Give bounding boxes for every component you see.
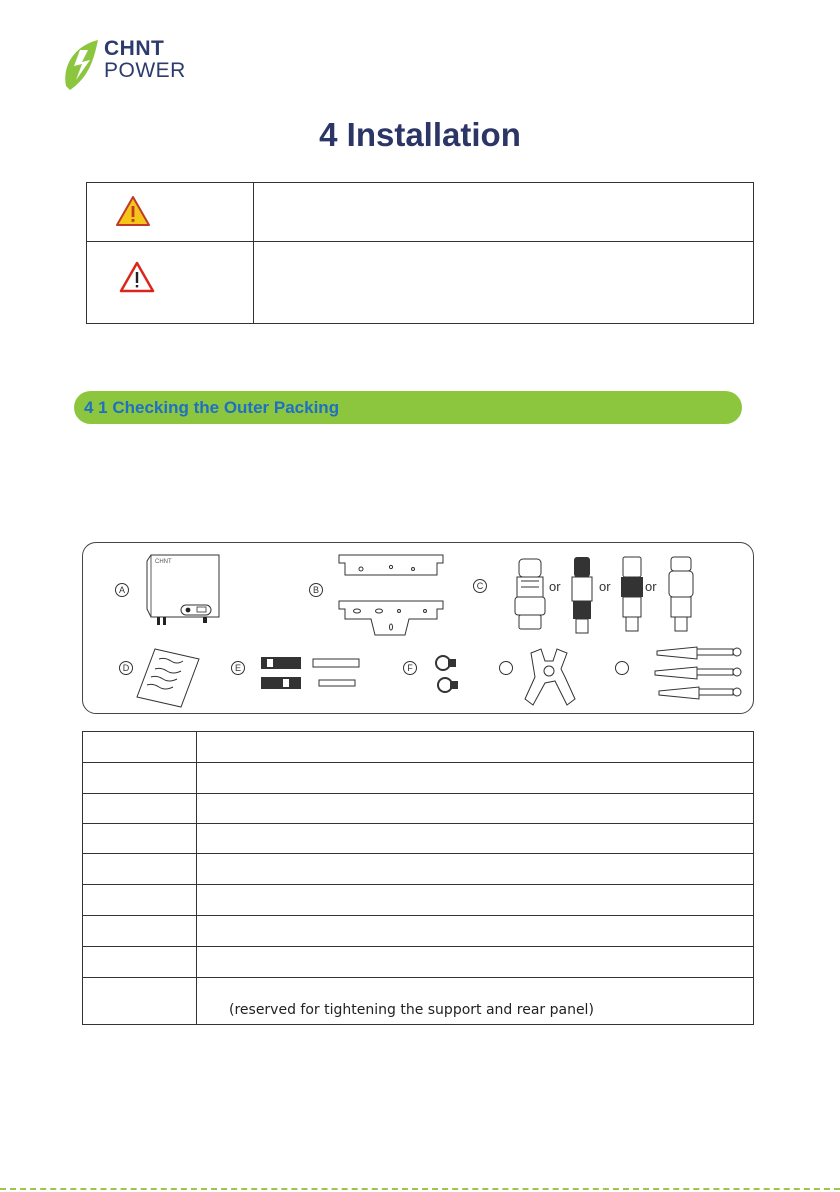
part-label-b: B: [309, 583, 323, 597]
ac-connector-option-2-icon: [567, 555, 597, 635]
or-text-3: or: [645, 579, 657, 594]
packing-contents-figure: [82, 542, 754, 714]
part-label-h: [615, 661, 629, 675]
table-row-divider: [83, 946, 753, 947]
dc-connector-icon: [257, 653, 367, 693]
logo-line1: CHNT: [104, 37, 165, 60]
warning-table-divider: [253, 183, 254, 323]
ac-connector-option-3-icon: [617, 555, 647, 635]
ac-connector-option-4-icon: [665, 555, 697, 635]
or-text-1: or: [549, 579, 561, 594]
parts-list-note: (reserved for tightening the support and rear panel): [229, 1002, 594, 1018]
warning-triangle-yellow-icon: [115, 195, 151, 227]
logo-text: [104, 38, 186, 82]
table-row-divider: [83, 853, 753, 854]
svg-text:CHNT: CHNT: [155, 559, 172, 565]
parts-list-table: [82, 731, 754, 1025]
part-label-f: F: [403, 661, 417, 675]
inverter-icon: [143, 551, 225, 629]
warning-table: [86, 182, 754, 324]
warning-table-row-divider: [87, 241, 753, 242]
ac-connector-option-1-icon: [511, 557, 551, 631]
disassembly-tool-icon: [519, 647, 579, 707]
table-row-divider: [83, 915, 753, 916]
page-title: 4 Installation: [319, 116, 521, 153]
part-label-a: A: [115, 583, 129, 597]
warning-triangle-red-icon: [119, 261, 155, 293]
table-row-divider: [83, 884, 753, 885]
part-label-d: D: [119, 661, 133, 675]
part-label-g: [499, 661, 513, 675]
mounting-bracket-icon: [335, 553, 447, 639]
part-label-e: E: [231, 661, 245, 675]
section-title: 4 1 Checking the Outer Packing: [84, 398, 340, 417]
waterproof-plug-icon: [433, 653, 461, 697]
table-row-divider: [83, 823, 753, 824]
table-row-divider: [83, 977, 753, 978]
or-text-2: or: [599, 579, 611, 594]
footer-rule: [0, 1188, 840, 1190]
logo-line2: POWER: [104, 59, 186, 82]
table-row-divider: [83, 762, 753, 763]
table-row-divider: [83, 793, 753, 794]
part-label-c: C: [473, 579, 487, 593]
user-manual-icon: [135, 647, 201, 709]
parts-list-column-divider: [196, 732, 197, 1024]
expansion-bolts-icon: [649, 641, 745, 711]
